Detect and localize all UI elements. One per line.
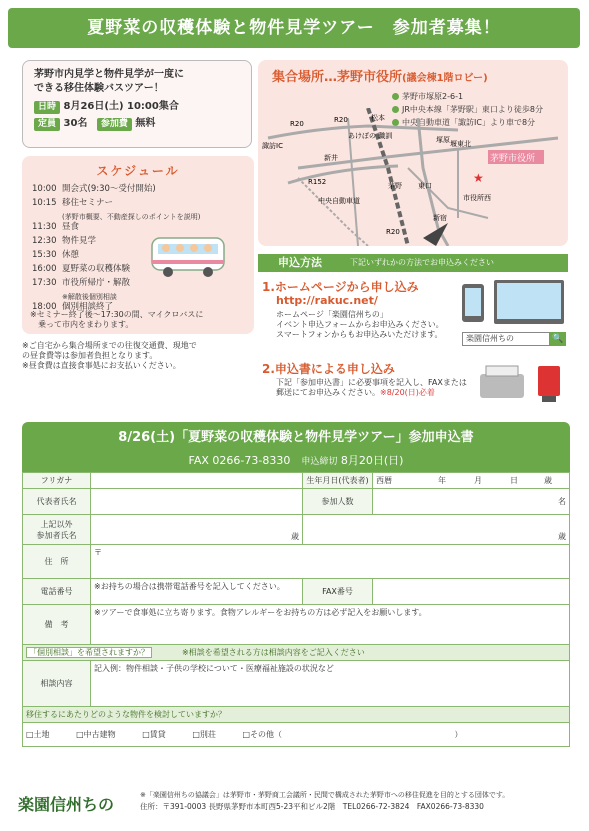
page-header [8,8,580,48]
map-label-north: 堰東北 [450,140,471,148]
option-used-building[interactable]: □中古建物 [76,730,116,739]
apply-subtitle: 下記いずれかの方法でお申込みください [350,258,494,267]
birth-label: 生年月日(代表者) [303,473,373,489]
fax-deadline: ※8/20(日)必着 [380,388,435,397]
map-label-r20: R20 [386,228,400,236]
car-info: 中央自動車道「諏訪IC」より車で8分 [402,118,536,127]
map-city-hall-label: 茅野市役所 [490,154,536,164]
note-3: ※昼食費は直接食事処にお支払いください。 [22,361,181,370]
count-unit: 名 [558,497,566,506]
cost-notes [22,341,254,371]
fee-tag: 参加費 [97,118,132,131]
search-box[interactable] [462,332,550,346]
search-text: 楽園信州ちの [466,334,514,343]
apply-title: 申込方法 [278,256,322,269]
remarks-label: 備 考 [23,605,91,645]
star-icon: ★ [473,171,484,185]
furigana-label: フリガナ [23,473,91,489]
schedule-item [32,222,79,232]
schedule-text: 夏野菜の収穫体験 [62,264,131,274]
schedule-title: スケジュール [96,164,180,178]
fax-line-1: 下記「参加申込書」に必要事項を記入し、FAXまたは [276,378,467,387]
event-date: 8月26日(土) 10:00集合 [63,101,179,112]
footer-text [140,790,570,812]
day: 日 [510,476,518,485]
meeting-place: 集合場所…茅野市役所 [272,70,403,85]
option-villa[interactable]: □別荘 [192,730,216,739]
fax-line-2: 郵送にてお申込みください。 [276,388,380,397]
web-apply-title: 1.ホームページから申し込み [262,280,419,294]
schedule-time: 12:30 [32,236,57,246]
consult-question: 「個別相談」を希望されますか？ [26,647,152,658]
schedule-time: 11:30 [32,222,57,232]
access-map [258,108,568,246]
schedule-text: ※解散後個別相談 [62,293,117,301]
address-field[interactable] [91,545,570,579]
bullet-icon [392,93,399,100]
property-options [23,723,570,747]
option-other[interactable]: □その他（ [242,730,282,739]
year: 年 [438,476,446,485]
web-apply-text [276,310,476,340]
fax-apply-title: 2.申込書による申し込み [262,362,395,376]
schedule-item [32,184,156,194]
others-label-2: 参加者氏名 [36,530,77,540]
fax-apply-text [276,378,476,398]
map-label-arai: 新井 [324,154,338,162]
others-field-2[interactable] [303,515,570,545]
map-label-r20: R20 [334,116,348,124]
capacity-tag: 定員 [34,118,60,131]
others-field-1[interactable] [91,515,303,545]
map-label-east-exit: 東口 [418,182,432,190]
schedule-text: 開会式(9:30～受付開始) [62,184,156,194]
option-land[interactable]: □土地 [26,730,50,739]
web-line-2: イベント申込フォームからお申込みください。 [276,320,444,329]
schedule-item [32,198,113,208]
consult-label: 相談内容 [23,661,91,707]
consult-field[interactable] [91,661,570,707]
map-label-expressway: 中央自動車道 [318,197,360,205]
search-icon[interactable]: 🔍 [550,332,566,346]
map-label-shinjuku: 新宿 [433,214,447,222]
postal-mark: 〒 [94,548,102,557]
intro-line-1: 茅野市内見学と物件見学が一度に [34,69,184,80]
schedule-item [32,212,200,222]
fax-label: FAX番号 [303,579,373,605]
schedule-text: 昼食 [62,222,80,232]
deadline-label: 申込締切 [301,457,338,467]
deadline: 8月20日(日) [340,454,404,467]
phone-field[interactable] [91,579,303,605]
map-label-r152: R152 [308,178,327,186]
map-label-akebono: あけぼの 職訓 [348,132,393,140]
rep-name-label: 代表者氏名 [23,489,91,515]
apply-url-link[interactable]: http://rakuc.net/ [276,294,378,307]
schedule-time: 10:15 [32,198,57,208]
schedule-text: 物件見学 [62,236,97,246]
age: 歳 [291,532,299,541]
footer-logo: 楽園信州ちの [18,795,115,814]
consult-question-row [23,645,570,661]
month: 月 [474,476,482,485]
application-form [22,472,570,747]
note-2: の昼食費等は参加者負担となります。 [22,351,158,360]
era: 西暦 [376,476,392,485]
remarks-note: ※ツアーで食事処に立ち寄ります。食物アレルギーをお持ちの方は必ず記入をお願いします。 [94,608,427,617]
intro-text [34,68,244,131]
schedule-text: 市役所帰庁・解散 [62,278,131,288]
option-other-close: ） [454,730,463,739]
fax-field[interactable] [373,579,570,605]
schedule-item [32,292,117,302]
phone-note: ※お持ちの場合は携帯電話番号を記入してください。 [94,582,285,591]
others-label-1: 上記以外 [40,519,73,529]
others-label [23,515,91,545]
date-tag: 日時 [34,101,60,114]
map-label-matsumoto: 松本 [371,114,385,122]
bus-illustration [150,232,230,278]
form-fax: FAX 0266-73-8330 [188,454,291,467]
map-label-r20: R20 [290,120,304,128]
birth-field[interactable] [373,473,570,489]
meeting-place-title [272,66,488,85]
schedule-text: 休憩 [62,250,80,260]
fax-mailbox-illustration [478,360,568,404]
schedule-item [32,264,130,274]
schedule-item [32,250,79,260]
schedule-text: 移住セミナー [62,198,114,208]
schedule-time: 15:30 [32,250,57,260]
schedule-time: 16:00 [32,264,57,274]
train-info: JR中央本線「茅野駅」東口より徒歩8分 [402,105,544,114]
property-question: 移住するにあたりどのような物件を検討していますか？ [23,707,570,723]
furigana-field[interactable] [91,473,303,489]
fee: 無料 [135,118,156,129]
count-field[interactable] [373,489,570,515]
footer-description: ※「楽園信州ちの協議会」は茅野市・茅野商工会議所・民間で構成された茅野市への移住促進を目的とする団体です。 [140,791,510,799]
schedule-item [32,278,130,288]
address-label: 住 所 [23,545,91,579]
consult-example: 記入例：物件相談・子供の学校について・医療福祉施設の状況など [94,664,334,673]
form-title: 8/26(土)「夏野菜の収穫体験と物件見学ツアー」参加申込書 [118,430,474,445]
schedule-time: 18:00 [32,302,57,312]
map-label-south: 市役所西 [463,194,491,202]
map-label-tsukahara: 塚原 [436,136,450,144]
intro-line-2: できる移住体験バスツアー！ [34,83,164,94]
map-label-chino: 茅野 [388,182,402,190]
schedule-text: (茅野市概要、不動産探しのポイントを説明) [62,213,201,221]
page-title: 夏野菜の収穫体験と物件見学ツアー 参加者募集！ [87,18,501,38]
footer-address: 住所：〒391-0003 長野県茅野市本町西5-23平和ビル2階 TEL0266-72-3824 FAX0266-73-8330 [140,802,484,811]
web-line-3: スマートフォンからもお申込みいただけます。 [276,330,443,339]
schedule-item [32,236,96,246]
schedule-text: 個別相談終了 [62,302,114,312]
remarks-field[interactable] [91,605,570,645]
schedule-time: 10:00 [32,184,57,194]
option-rental[interactable]: □賃貸 [142,730,166,739]
age: 歳 [544,476,552,485]
web-line-1: ホームページ「楽園信州ちの」 [276,310,388,319]
schedule-note-2: 乗って市内をまわります。 [38,320,134,329]
note-1: ※ご自宅から集合場所までの往復交通費、現地で [22,341,197,350]
consult-note: ※相談を希望される方は相談内容をご記入ください [182,648,365,657]
form-fax-line [22,452,570,468]
schedule-note-1: ※セミナー終了後～17:30の間、マイクロバスに [30,310,204,319]
address-info: 茅野市塚原2-6-1 [402,92,464,101]
meeting-place-sub: (議会棟1階ロビー) [402,73,488,84]
map-label-suwa-ic: 諏訪IC [262,142,283,150]
phone-label: 電話番号 [23,579,91,605]
count-label: 参加人数 [303,489,373,515]
schedule-time: 17:30 [32,278,57,288]
rep-name-field[interactable] [91,489,303,515]
age: 歳 [558,532,566,541]
capacity: 30名 [63,118,88,129]
schedule-note [30,310,250,330]
